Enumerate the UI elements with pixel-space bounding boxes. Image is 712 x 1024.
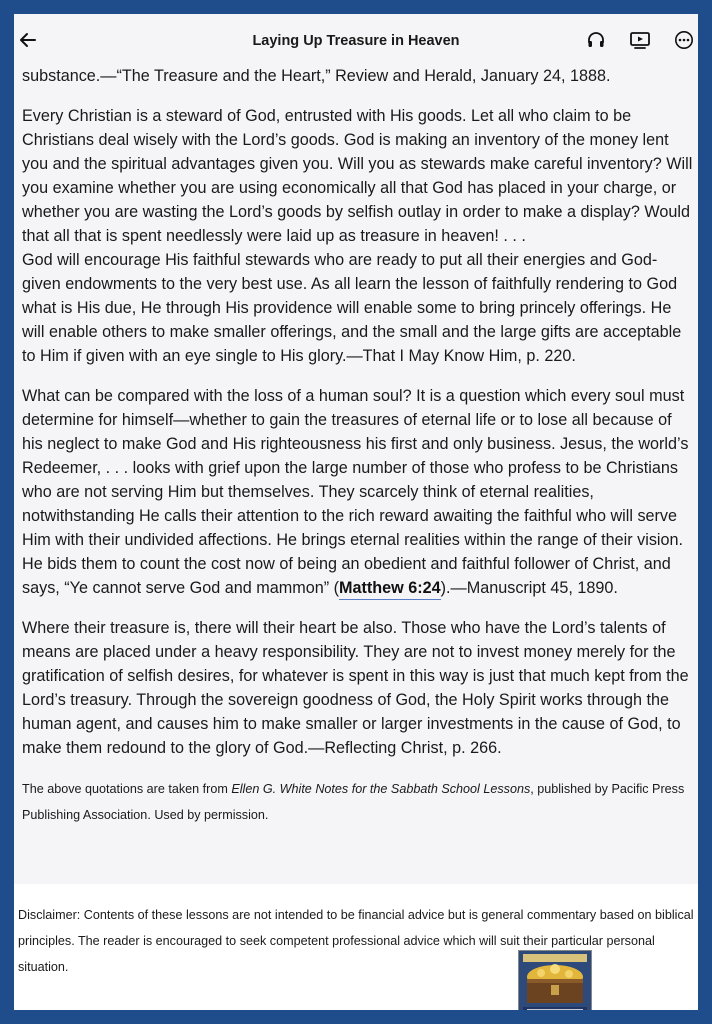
play-video-icon (629, 30, 651, 54)
credit-book-title: Ellen G. White Notes for the Sabbath School Lessons (231, 782, 531, 796)
paragraph (22, 104, 694, 248)
paragraph: substance.—“The Treasure and the Heart,” Review and Herald, January 24, 1888. (22, 67, 611, 85)
video-button[interactable] (628, 30, 652, 54)
paragraph-text: ).—Manuscript 45, 1890. (440, 579, 618, 597)
top-bar (14, 14, 698, 70)
scripture-link-matthew-6-24[interactable]: Matthew 6:24 (339, 579, 441, 600)
lesson-content (22, 64, 694, 828)
treasure-chest-image (518, 950, 592, 1010)
credit-text: , published by Pacific Press Publishing Association. Used by permission. (22, 782, 685, 822)
disclaimer-section (14, 884, 698, 1010)
paragraph-text: Every Christian is a steward of God, entrusted with His goods. Let all who claim to be Christians deal wisely with the Lord’s goods. God is making an inventory of the money lent you and the spiritual advantages given you. Will you as stewards make careful inventory? Will you examine whether you are using economically all that God has placed in your charge, or whether you are wasting the Lord’s goods by selfish outlay in order to make a display? Would that all that is spent needlessly were laid up as treasure in heaven! . . . (22, 107, 693, 245)
headphones-icon (586, 30, 606, 54)
more-options-button[interactable] (672, 30, 696, 54)
paragraph (22, 384, 694, 600)
paragraph: Where their treasure is, there will their heart be also. Those who have the Lord’s talents of means are placed under a heavy responsibility. They are not to invest money merely for the gratification of selfish desires, for whatever is spent in this way is just that much kept from the Lord’s treasury. Through the sovereign goodness of God, the Holy Spirit works through the human agent, and causes him to make smaller or larger investments in the cause of God, to make them redound to the glory of God.—Reflecting Christ, p. 266. (22, 619, 689, 757)
quotation-credit (22, 776, 694, 828)
paragraph-text: What can be compared with the loss of a human soul? It is a question which every soul must determine for himself—whether to gain the treasures of eternal life or to lose all because of his neglect to make God and His righteousness his first and only business. Jesus, the world’s Redeemer, . . . looks with grief upon the large number of those who profess to be Christians who are not serving Him but themselves. They scarcely think of eternal realities, notwithstanding He calls their attention to the rich reward awaiting the faithful who will serve Him with their undivided affections. He brings eternal realities within the range of their vision. He bids them to count the cost now of being an obedient and faithful follower of Christ, and says, “Ye cannot serve God and mammon” ( (22, 387, 689, 597)
more-options-icon (674, 30, 694, 54)
audio-button[interactable] (584, 30, 608, 54)
reader-screen (14, 14, 698, 1010)
credit-text: The above quotations are taken from (22, 782, 232, 796)
page-title: Laying Up Treasure in Heaven (252, 33, 460, 49)
paragraph: God will encourage His faithful stewards who are ready to put all their energies and God-given endowments to the very best use. As all learn the lesson of faithfully rendering to God what is His due, He through His providence will enable some to bring princely offerings. He will enable others to make smaller offerings, and the small and the large gifts are acceptable to Him if given with an eye single to His glory.—That I May Know Him, p. 220. (22, 251, 682, 365)
disclaimer-text: Disclaimer: Contents of these lessons are not intended to be financial advice but is general commentary based on biblical principles. The reader is encouraged to seek competent professional advice which will suit their particular personal situation. (18, 908, 694, 974)
